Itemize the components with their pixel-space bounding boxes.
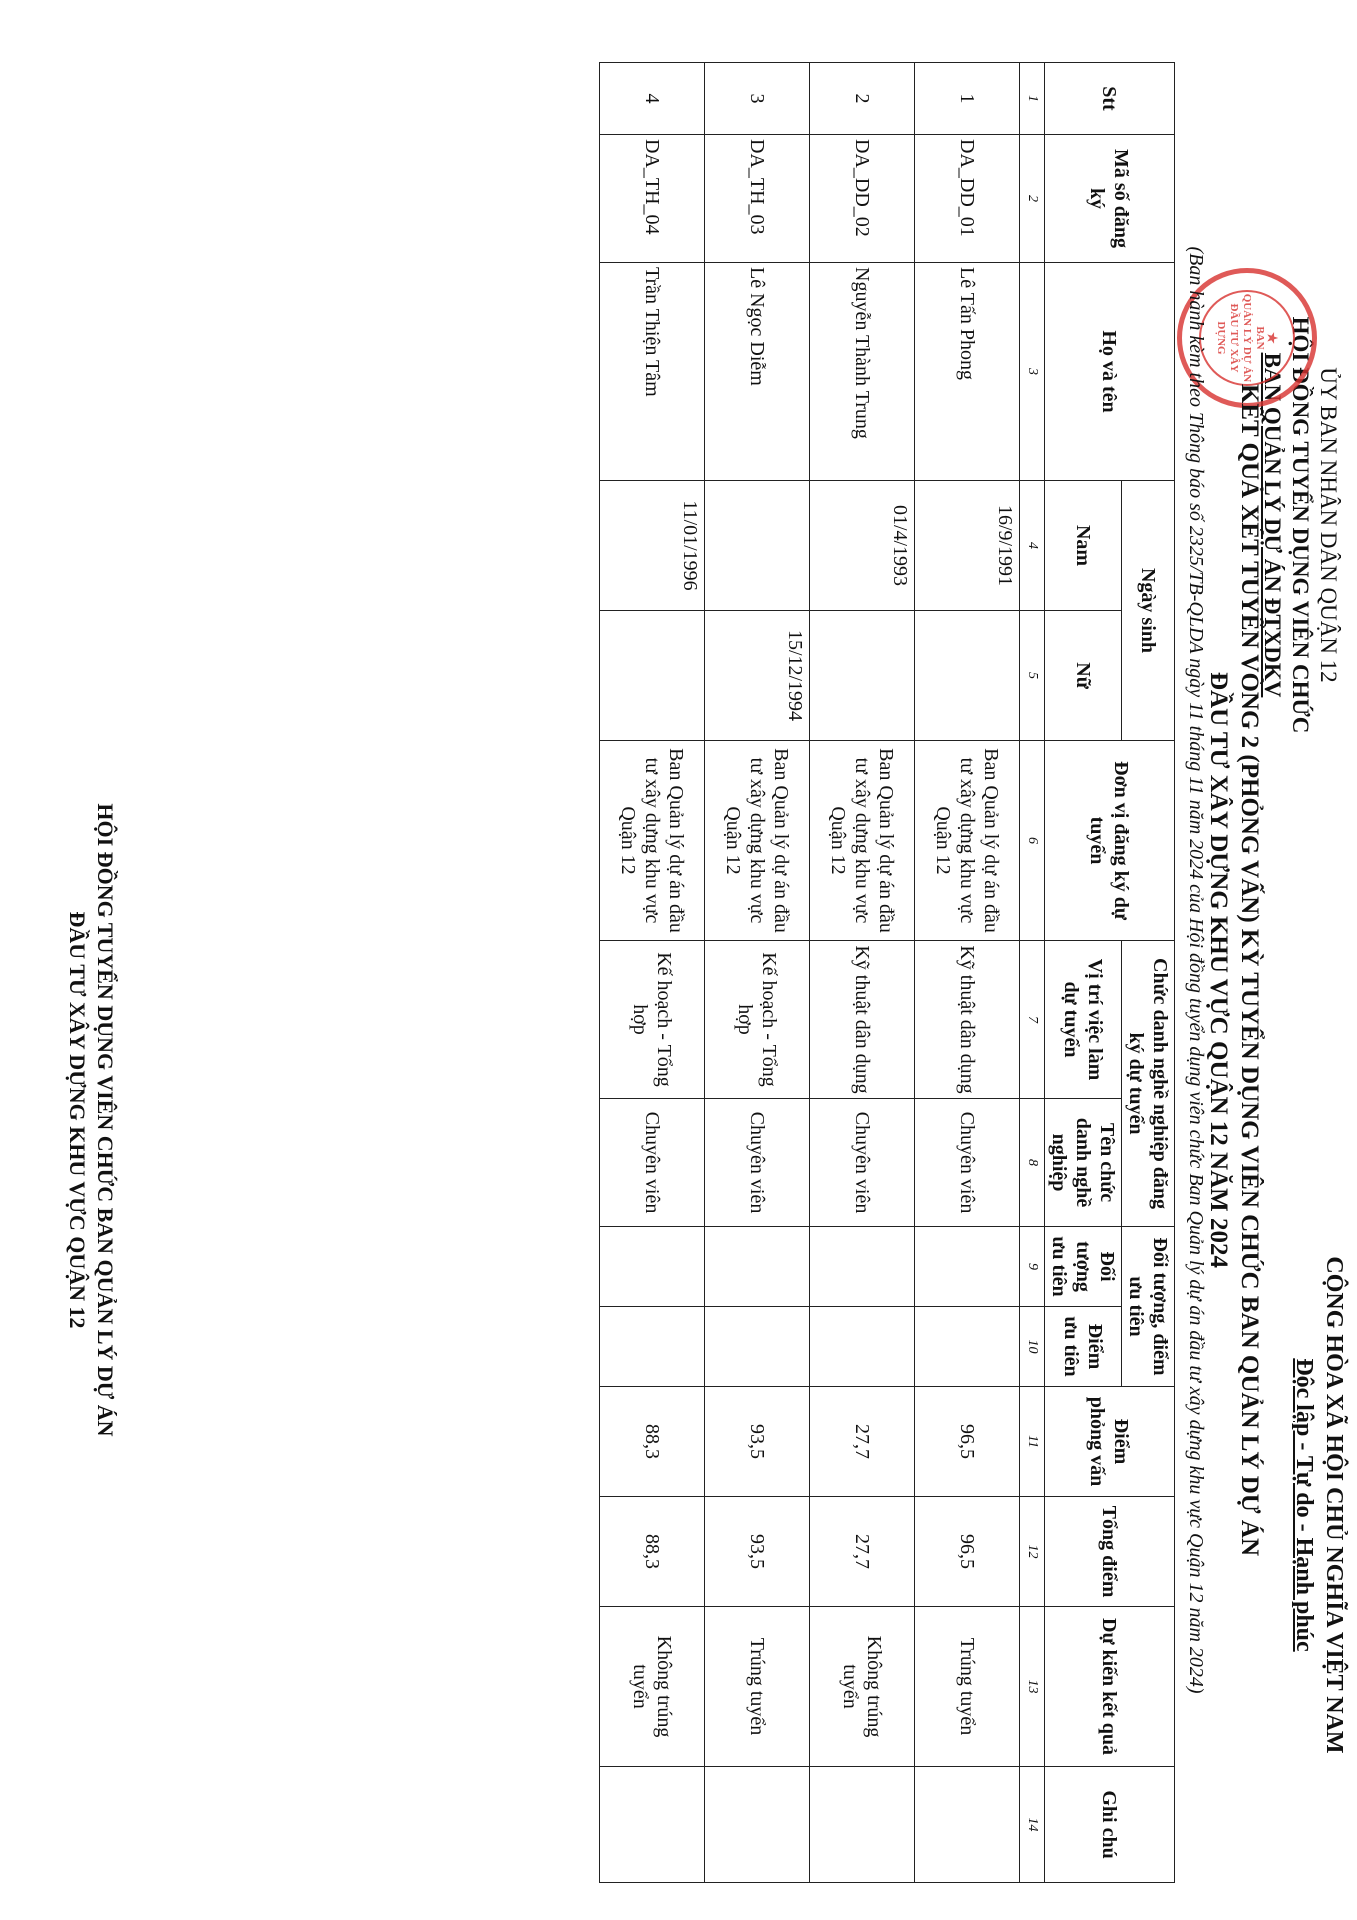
cell-position: Kế hoạch - Tổng hợp: [600, 941, 705, 1099]
header-priority-points: Điểm ưu tiên: [1045, 1307, 1122, 1387]
header-dob: Ngày sinh: [1122, 481, 1175, 741]
column-number: 13: [1020, 1607, 1045, 1767]
header-unit: Đơn vị đăng ký dự tuyển: [1045, 741, 1175, 941]
cell-stt: 3: [705, 63, 810, 135]
signature-block: [63, 720, 119, 1520]
cell-priority-points: [600, 1307, 705, 1387]
cell-position: Kế hoạch - Tổng hợp: [705, 941, 810, 1099]
agency-line-2: HỘI ĐỒNG TUYỂN DỤNG VIÊN CHỨC: [1288, 316, 1313, 734]
column-number: 7: [1020, 941, 1045, 1099]
cell-interview: 88,3: [600, 1387, 705, 1497]
cell-dob-male: [705, 481, 810, 611]
cell-stt: 4: [600, 63, 705, 135]
cell-interview: 27,7: [810, 1387, 915, 1497]
cell-dob-female: [600, 611, 705, 741]
column-number: 9: [1020, 1227, 1045, 1307]
header-note: Ghi chú: [1045, 1767, 1175, 1883]
cell-interview: 96,5: [915, 1387, 1020, 1497]
column-number: 14: [1020, 1767, 1045, 1883]
cell-rank: Chuyên viên: [915, 1099, 1020, 1227]
cell-dob-male: 11/01/1996: [600, 481, 705, 611]
header-rank: Tên chức danh nghề nghiệp: [1045, 1099, 1122, 1227]
cell-total: 93,5: [705, 1497, 810, 1607]
cell-priority-object: [705, 1227, 810, 1307]
cell-result: Không trúng tuyển: [810, 1607, 915, 1767]
seal-text-1: BAN: [1254, 326, 1267, 350]
title-line-1: KẾT QUẢ XÉT TUYỂN VÒNG 2 (PHỎNG VẤN) KỲ TUYỂN DỤNG VIÊN CHỨC BAN QUẢN LÝ DỰ ÁN: [1236, 383, 1263, 1557]
cell-code: DA_DD_01: [915, 135, 1020, 263]
column-number: 11: [1020, 1387, 1045, 1497]
header-name: Họ và tên: [1045, 263, 1175, 481]
results-table: [599, 62, 1175, 1883]
cell-name: Lê Ngọc Diễm: [705, 263, 810, 481]
table-row: [705, 63, 810, 1883]
column-number: 8: [1020, 1099, 1045, 1227]
cell-code: DA_TH_03: [705, 135, 810, 263]
table-row: [915, 63, 1020, 1883]
cell-result: Trúng tuyển: [705, 1607, 810, 1767]
cell-priority-points: [810, 1307, 915, 1387]
table-row: [600, 63, 705, 1883]
agency-line-1: ỦY BAN NHÂN DÂN QUẬN 12: [1316, 367, 1341, 683]
cell-priority-object: [600, 1227, 705, 1307]
national-header: [1289, 1180, 1349, 1830]
cell-total: 88,3: [600, 1497, 705, 1607]
cell-total: 96,5: [915, 1497, 1020, 1607]
cell-code: DA_DD_02: [810, 135, 915, 263]
header-code: Mã số đăng ký: [1045, 135, 1175, 263]
column-number: 6: [1020, 741, 1045, 941]
footer-line-2: ĐẦU TƯ XÂY DỰNG KHU VỰC QUẬN 12: [65, 911, 90, 1329]
cell-result: Không trúng tuyển: [600, 1607, 705, 1767]
header-result: Dự kiến kết quả: [1045, 1607, 1175, 1767]
cell-position: Kỹ thuật dân dụng: [915, 941, 1020, 1099]
cell-note: [600, 1767, 705, 1883]
cell-interview: 93,5: [705, 1387, 810, 1497]
cell-position: Kỹ thuật dân dụng: [810, 941, 915, 1099]
cell-rank: Chuyên viên: [705, 1099, 810, 1227]
title-line-2: ĐẦU TƯ XÂY DỰNG KHU VỰC QUẬN 12 NĂM 2024: [1205, 671, 1232, 1269]
header-priority-group: Đối tượng, điểm ưu tiên: [1122, 1227, 1175, 1387]
cell-name: Trần Thiện Tâm: [600, 263, 705, 481]
header-total: Tổng điểm: [1045, 1497, 1175, 1607]
cell-unit: Ban Quản lý dự án đầu tư xây dựng khu vực Quận 12: [810, 741, 915, 941]
cell-priority-object: [915, 1227, 1020, 1307]
cell-stt: 2: [810, 63, 915, 135]
cell-priority-points: [915, 1307, 1020, 1387]
column-number: 1: [1020, 63, 1045, 135]
cell-priority-points: [705, 1307, 810, 1387]
cell-note: [810, 1767, 915, 1883]
header-priority-object: Đối tượng ưu tiên: [1045, 1227, 1122, 1307]
document-subtitle: (Ban hành kèm theo Thông báo số 2325/TB-QLDA ngày 11 tháng 11 năm 2024 của Hội đồng tuyển dụng viên chức Ban Quản lý dự án đầu tư xây dựng khu vực Quận 12 năm 2024): [1185, 246, 1207, 1694]
cell-unit: Ban Quản lý dự án đầu tư xây dựng khu vực Quận 12: [705, 741, 810, 941]
header-interview: Điểm phỏng vấn: [1045, 1387, 1175, 1497]
cell-unit: Ban Quản lý dự án đầu tư xây dựng khu vực Quận 12: [915, 741, 1020, 941]
column-number: 3: [1020, 263, 1045, 481]
cell-unit: Ban Quản lý dự án đầu tư xây dựng khu vực Quận 12: [600, 741, 705, 941]
national-motto: Độc lập - Tự do - Hạnh phúc: [1291, 1358, 1317, 1652]
cell-note: [915, 1767, 1020, 1883]
cell-rank: Chuyên viên: [810, 1099, 915, 1227]
agency-line-3: BAN QUẢN LÝ DỰ ÁN ĐTXDKV: [1260, 352, 1285, 698]
cell-stt: 1: [915, 63, 1020, 135]
table-row: [810, 63, 915, 1883]
header-female: Nữ: [1045, 611, 1122, 741]
cell-name: Nguyễn Thành Trung: [810, 263, 915, 481]
cell-code: DA_TH_04: [600, 135, 705, 263]
cell-name: Lê Tấn Phong: [915, 263, 1020, 481]
header-position: Vị trí việc làm dự tuyển: [1045, 941, 1122, 1099]
cell-dob-female: 15/12/1994: [705, 611, 810, 741]
column-number: 10: [1020, 1307, 1045, 1387]
seal-text-3: ĐẦU TƯ XÂY DỰNG: [1215, 303, 1241, 373]
footer-line-1: HỘI ĐỒNG TUYỂN DỤNG VIÊN CHỨC BAN QUẢN LÝ DỰ ÁN: [93, 803, 118, 1437]
column-number: 2: [1020, 135, 1045, 263]
cell-dob-male: 01/4/1993: [810, 481, 915, 611]
header-stt: Stt: [1045, 63, 1175, 135]
cell-result: Trúng tuyển: [915, 1607, 1020, 1767]
header-title-group: Chức danh nghề nghiệp đăng ký dự tuyển: [1122, 941, 1175, 1227]
cell-priority-object: [810, 1227, 915, 1307]
cell-note: [705, 1767, 810, 1883]
star-icon: ★: [1265, 332, 1281, 344]
document-title: [1203, 170, 1265, 1770]
cell-rank: Chuyên viên: [600, 1099, 705, 1227]
column-number: 4: [1020, 481, 1045, 611]
header-male: Nam: [1045, 481, 1122, 611]
country-name: CỘNG HÒA XÃ HỘI CHỦ NGHĨA VIỆT NAM: [1321, 1256, 1347, 1754]
cell-total: 27,7: [810, 1497, 915, 1607]
seal-text-2: QUẢN LÝ DỰ ÁN: [1241, 293, 1254, 383]
column-number-row: [1020, 63, 1045, 1883]
column-number: 5: [1020, 611, 1045, 741]
cell-dob-female: [810, 611, 915, 741]
cell-dob-female: [915, 611, 1020, 741]
column-number: 12: [1020, 1497, 1045, 1607]
cell-dob-male: 16/9/1991: [915, 481, 1020, 611]
